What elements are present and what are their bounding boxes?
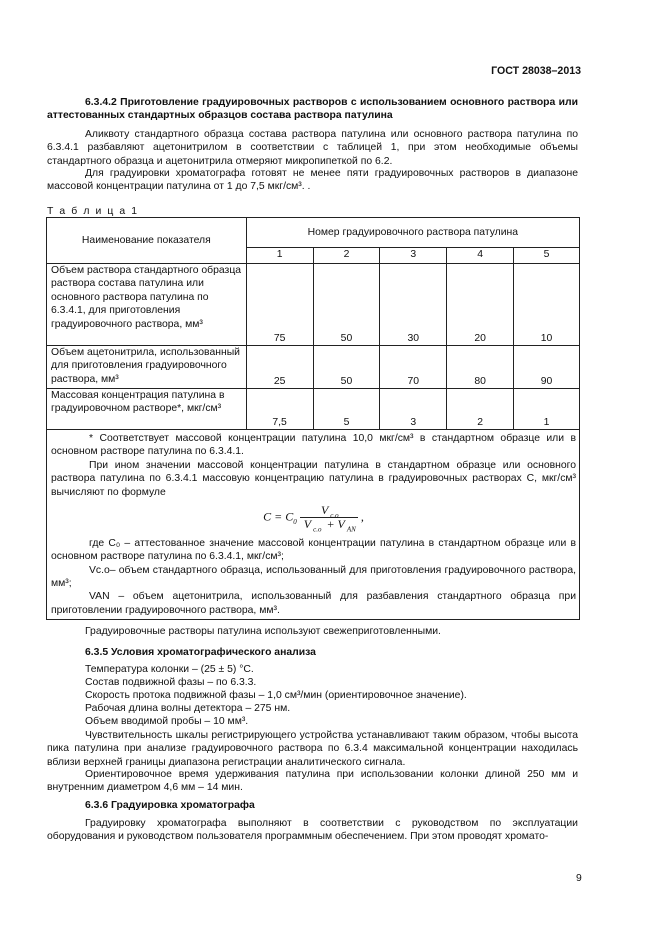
col-number: 2: [313, 248, 380, 264]
cell-value: 90: [514, 346, 580, 389]
cell-value: 80: [447, 346, 514, 389]
formula-denominator-b-sub: AN: [346, 525, 356, 534]
cell-value: 10: [514, 264, 580, 346]
cell-value: 25: [246, 346, 313, 389]
formula-denominator-plus: + V: [323, 517, 345, 532]
cell-value: 20: [447, 264, 514, 346]
table-row: [47, 264, 580, 346]
formula-lhs: C = C: [263, 509, 294, 524]
cell-value: 30: [380, 264, 447, 346]
section-636-p1: Градуировку хроматографа выполняют в соответствии с руководством по эксплуатации оборудования и руководством пользователя программным обеспечением. При этом проводят хромато-: [47, 818, 578, 843]
after-table-text: Градуировочные растворы патулина используют свежеприготовленными.: [85, 626, 441, 637]
col-number: 5: [514, 248, 580, 264]
table-row: [47, 389, 580, 430]
table-note: [47, 430, 580, 620]
page-number: 9: [576, 873, 582, 884]
cell-value: 50: [313, 264, 380, 346]
col-header-group: Номер градуировочного раствора патулина: [246, 218, 579, 248]
note-where-c0: где С₀ – аттестованное значение массовой концентрации патулина в стандартном образце или в основном растворе патулина по 6.3.4.1, мкг/см³;: [51, 537, 576, 563]
section-6342-p2: Для градуировки хроматографа готовят не менее пяти градуировочных растворов в диапазоне массовой концентрации патулина от 1 до 7,5 мкг/см³. .: [47, 168, 578, 193]
section-6342-p1: Аликвоту стандартного образца состава раствора патулина или основного раствора патулина по 6.3.4.1 разбавляют ацетонитрилом в соответствии с таблицей 1, при этом необходимые объемы стандартного образца и ацетонитрила отмеряют микропипеткой по 6.2.: [47, 129, 578, 167]
formula-fraction: [300, 504, 358, 532]
note-where-vco: Vс.о– объем стандартного образца, использованный для приготовления градуировочного раствора, мм³;: [51, 564, 576, 590]
table-1: [46, 217, 580, 620]
note-star: * Соответствует массовой концентрации патулина 10,0 мкг/см³ в стандартном образце или в основном растворе патулина по 6.3.4.1.: [51, 433, 576, 458]
list-item: Объем вводимой пробы – 10 мм³.: [85, 716, 249, 727]
formula-denominator-a: V: [303, 517, 312, 532]
col-number: 4: [447, 248, 514, 264]
section-635-retention: Ориентировочное время удерживания патулина при использовании колонки длиной 250 мм и внутренним диаметром 4,6 мм – 14 мин.: [47, 769, 578, 794]
formula: [51, 504, 576, 532]
formula-end: ,: [360, 509, 364, 524]
section-6342-title: 6.3.4.2 Приготовление градуировочных растворов с использованием основного раствора или аттестованных стандартных образцов состава раствора патулина: [47, 97, 578, 122]
row-label: Объем ацетонитрила, использованный для приготовления градуировочного раствора, мм³: [47, 346, 247, 389]
cell-value: 75: [246, 264, 313, 346]
list-item: Состав подвижной фазы – по 6.3.3.: [85, 677, 257, 688]
cell-value: 7,5: [246, 389, 313, 430]
table-row: [47, 346, 580, 389]
formula-lhs-sub: 0: [293, 518, 297, 527]
section-636-title: 6.3.6 Градуировка хроматографа: [85, 800, 255, 811]
cell-value: 3: [380, 389, 447, 430]
section-635-title: 6.3.5 Условия хроматографического анализа: [85, 647, 316, 658]
cell-value: 50: [313, 346, 380, 389]
note-where-van: VAN – объем ацетонитрила, использованный для разбавления стандартного образца при приготовлении градуировочного раствора, мм³.: [51, 591, 576, 616]
formula-denominator-a-sub: с.о: [313, 525, 322, 534]
document-id: ГОСТ 28038–2013: [491, 65, 581, 77]
formula-numerator: V: [320, 503, 329, 518]
cell-value: 2: [447, 389, 514, 430]
table-caption: Т а б л и ц а 1: [47, 206, 139, 217]
row-label: Массовая концентрация патулина в градуировочном растворе*, мкг/см³: [47, 389, 247, 430]
cell-value: 70: [380, 346, 447, 389]
list-item: Рабочая длина волны детектора – 275 нм.: [85, 703, 291, 714]
formula-numerator-sub: с.о: [330, 511, 339, 520]
col-header-name: Наименование показателя: [47, 218, 247, 264]
cell-value: 5: [313, 389, 380, 430]
section-635-sensitivity: Чувствительность шкалы регистрирующего устройства устанавливают таким образом, чтобы высота пика патулина при анализе градуировочного раствора по 6.3.4 максимальной концентрации находилась вблизи верхней границы диапазона регистрации аналитического сигнала.: [47, 730, 578, 768]
list-item: Температура колонки – (25 ± 5) °С.: [85, 664, 254, 675]
note-other: При ином значении массовой концентрации патулина в стандартном образце или основного раствора патулина по 6.3.4.1 массовую концентрацию патулина в градуировочных растворах С, мкг/см³ вычисляют по формуле: [51, 459, 576, 498]
col-number: 1: [246, 248, 313, 264]
row-label: Объем раствора стандартного образца раствора состава патулина или основного раствора патулина по 6.3.4.1, для приготовления градуировочного раствора, мм³: [47, 264, 247, 346]
list-item: Скорость протока подвижной фазы – 1,0 см³/мин (ориентировочное значение).: [85, 690, 467, 701]
col-number: 3: [380, 248, 447, 264]
cell-value: 1: [514, 389, 580, 430]
